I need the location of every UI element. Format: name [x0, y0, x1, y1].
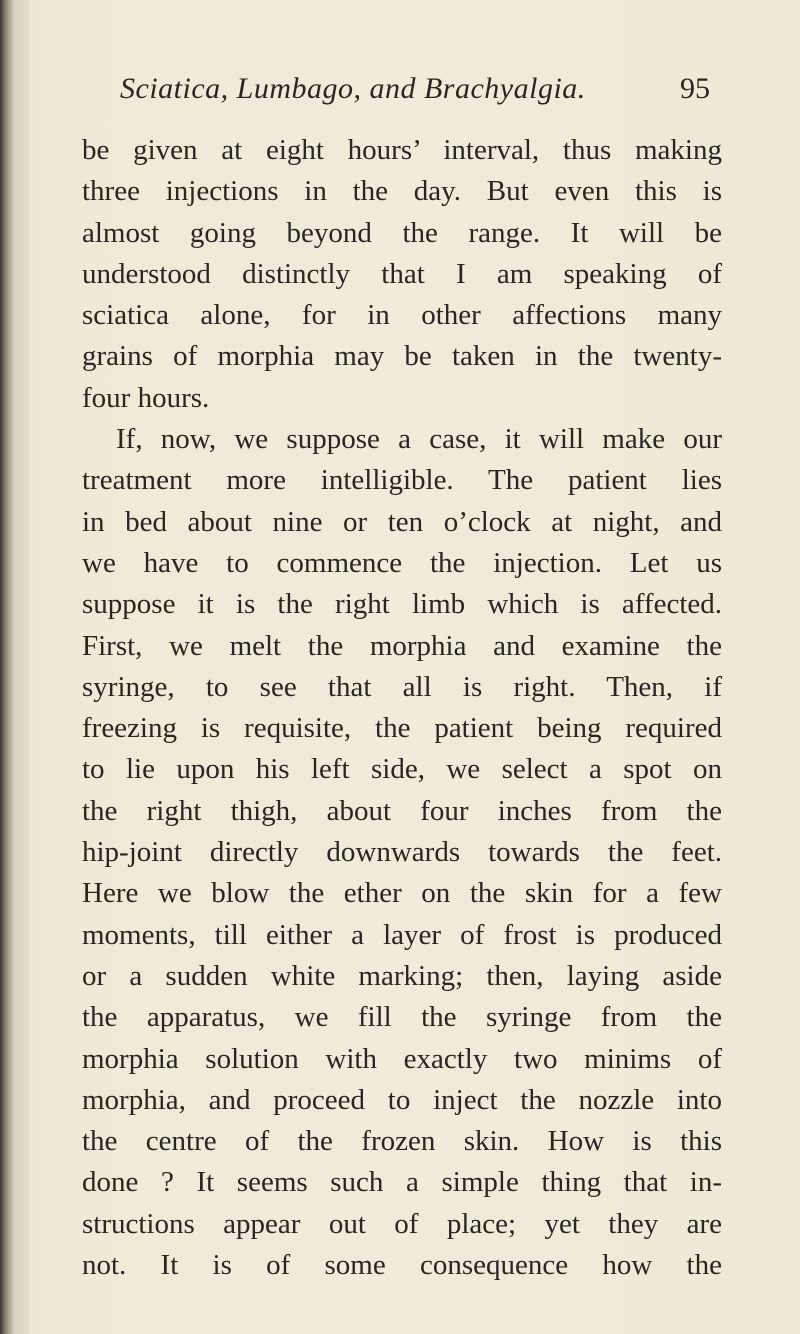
- text-line: sciatica alone, for in other affections many: [82, 299, 722, 332]
- text-line: the centre of the frozen skin. How is this: [82, 1125, 722, 1158]
- text-line: treatment more intelligible. The patient lies: [82, 464, 722, 497]
- page-number: 95: [680, 72, 710, 105]
- text-line: to lie upon his left side, we select a spot on: [82, 753, 722, 786]
- text-line: suppose it is the right limb which is affected.: [82, 588, 722, 621]
- text-line: almost going beyond the range. It will be: [82, 216, 722, 249]
- text-line: grains of morphia may be taken in the twenty-: [82, 340, 722, 373]
- text-line: or a sudden white marking; then, laying aside: [82, 959, 722, 992]
- text-line: understood distinctly that I am speaking of: [82, 257, 722, 290]
- text-line: First, we melt the morphia and examine the: [82, 629, 722, 662]
- running-head-title: Sciatica, Lumbago, and Brachyalgia.: [120, 72, 586, 105]
- text-line: be given at eight hours’ interval, thus making: [82, 134, 722, 166]
- page-binding-edge: [0, 0, 30, 1334]
- text-line: hip-joint directly downwards towards the feet.: [82, 836, 722, 869]
- text-line: If, now, we suppose a case, it will make our: [116, 423, 722, 456]
- text-line: morphia, and proceed to inject the nozzle into: [82, 1083, 722, 1116]
- text-line: structions appear out of place; yet they are: [82, 1207, 722, 1240]
- text-line: done ? It seems such a simple thing that in-: [82, 1166, 722, 1199]
- text-line: four hours.: [82, 381, 210, 414]
- text-line: Here we blow the ether on the skin for a few: [82, 877, 722, 910]
- text-line: the apparatus, we fill the syringe from the: [82, 1001, 722, 1034]
- text-line: three injections in the day. But even this is: [82, 175, 722, 208]
- text-line: we have to commence the injection. Let us: [82, 546, 722, 579]
- running-head: [120, 72, 710, 118]
- text-line: in bed about nine or ten o’clock at night, and: [82, 505, 722, 538]
- text-line: the right thigh, about four inches from the: [82, 794, 722, 827]
- body-text: [82, 130, 722, 1286]
- text-line: moments, till either a layer of frost is produced: [82, 918, 722, 951]
- text-line: not. It is of some consequence how the: [82, 1249, 722, 1282]
- text-line: freezing is requisite, the patient being required: [82, 712, 722, 745]
- paragraph: [82, 419, 722, 1286]
- text-line: syringe, to see that all is right. Then, if: [82, 670, 722, 703]
- paragraph: [82, 130, 722, 419]
- text-line: morphia solution with exactly two minims of: [82, 1042, 722, 1075]
